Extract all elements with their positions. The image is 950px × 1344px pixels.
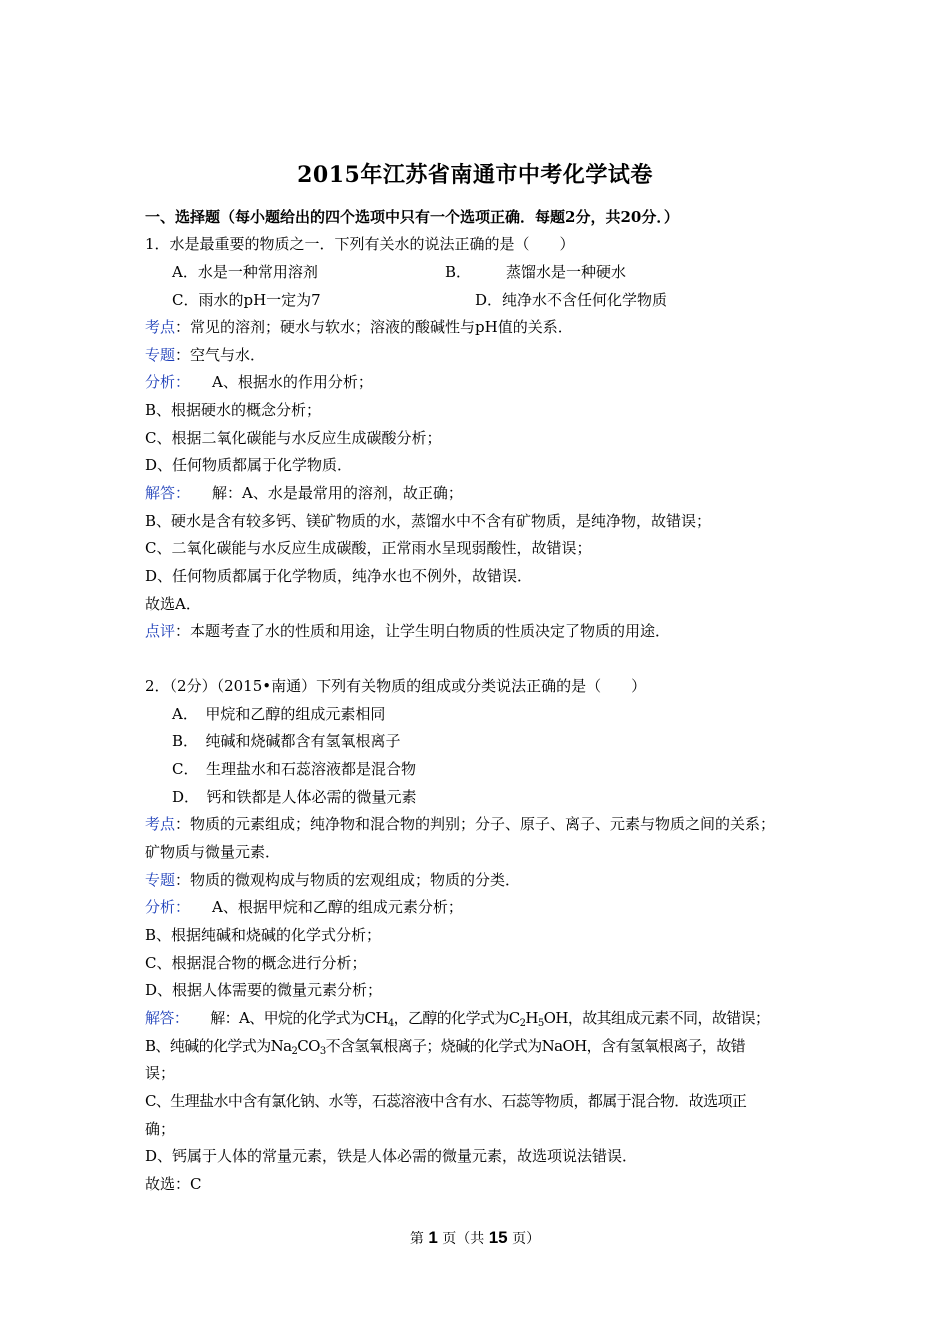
page-footer: 第 1 页（共 15 页）: [409, 1228, 541, 1247]
q1-fenxi-line: D、任何物质都属于化学物质．: [145, 456, 353, 474]
q1-option-d: D．纯净水不含任何化学物质: [475, 291, 668, 309]
kaodian-label: 考点: [145, 318, 176, 336]
q2-jieda-line: D、钙属于人体的常量元素，铁是人体必需的微量元素，故选项说法错误．: [145, 1147, 638, 1165]
page-total: 15: [488, 1228, 508, 1247]
q1-jieda-line: D、任何物质都属于化学物质，纯净水也不例外，故错误．: [145, 567, 533, 585]
zhuanti-label: 专题: [145, 871, 176, 889]
q1-option-c: C．雨水的pH一定为7: [172, 291, 321, 309]
page-title: 2015年江苏省南通市中考化学试卷: [297, 162, 653, 188]
jieda-label: 解答: [145, 484, 176, 502]
q2-stem: 2．（2分）（2015•南通）下列有关物质的组成或分类说法正确的是（ ）: [145, 677, 647, 695]
q2-option-c: C． 生理盐水和石蕊溶液都是混合物: [172, 760, 416, 778]
q2-fenxi: 分析： A、根据甲烷和乙醇的组成元素分析；: [145, 898, 463, 916]
q2-jieda-line: 确；: [145, 1120, 176, 1138]
q2-jieda-line: C、生理盐水中含有氯化钠、水等，石蕊溶液中含有水、石蕊等物质，都属于混合物．故选项正: [145, 1092, 747, 1110]
jieda-label: 解答: [145, 1009, 174, 1027]
q2-jieda: 解答： 解：A、甲烷的化学式为$CH_4$，乙醇的化学式为$C_2H_5OH$，故其组成元素不同，故错误；: [145, 1009, 770, 1029]
q1-dianping: 点评：本题考查了水的性质和用途，让学生明白物质的性质决定了物质的用途．: [145, 622, 671, 640]
q2-option-a: A． 甲烷和乙醇的组成元素相同: [172, 705, 386, 723]
q1-jieda: 解答： 解：A、水是最常用的溶剂，故正确；: [145, 484, 463, 502]
q1-option-b-letter: B．: [445, 263, 472, 281]
q2-jieda-line: B、纯碱的化学式为$Na_2CO_3$不含氢氧根离子；烧碱的化学式为NaOH，含有氢氧根离子，故错: [145, 1037, 746, 1057]
q2-option-b: B． 纯碱和烧碱都含有氢氧根离子: [172, 732, 401, 750]
q1-option-b: 蒸馏水是一种硬水: [506, 263, 627, 281]
q1-fenxi: 分析： A、根据水的作用分析；: [145, 373, 373, 391]
fenxi-label: 分析: [145, 898, 176, 916]
q1-fenxi-line: B、根据硬水的概念分析；: [145, 401, 322, 419]
page-number: 1: [428, 1228, 438, 1247]
q2-fenxi-line: C、根据混合物的概念进行分析；: [145, 954, 367, 972]
fenxi-label: 分析: [145, 373, 176, 391]
q2-fenxi-line: B、根据纯碱和烧碱的化学式分析；: [145, 926, 382, 944]
section-heading: 一、选择题（每小题给出的四个选项中只有一个选项正确．每题2分，共20分．）: [145, 208, 679, 226]
q2-kaodian: 考点：物质的元素组成；纯净物和混合物的判别；分子、原子、离子、元素与物质之间的关系；: [145, 815, 776, 833]
q2-zhuanti: 专题：物质的微观构成与物质的宏观组成；物质的分类．: [145, 871, 521, 889]
q1-stem: 1．水是最重要的物质之一．下列有关水的说法正确的是（ ）: [145, 235, 575, 253]
q1-zhuanti: 专题：空气与水．: [145, 346, 266, 364]
q1-answer: 故选A．: [145, 595, 201, 613]
q1-jieda-line: C、二氧化碳能与水反应生成碳酸，正常雨水呈现弱酸性，故错误；: [145, 539, 592, 557]
q2-answer: 故选：C: [145, 1175, 202, 1193]
q2-fenxi-line: D、根据人体需要的微量元素分析；: [145, 981, 383, 999]
zhuanti-label: 专题: [145, 346, 176, 364]
q2-option-d: D． 钙和铁都是人体必需的微量元素: [172, 788, 417, 806]
q1-kaodian: 考点：常见的溶剂；硬水与软水；溶液的酸碱性与pH值的关系．: [145, 318, 573, 336]
dianping-label: 点评: [145, 622, 176, 640]
q2-jieda-line: 误；: [145, 1064, 176, 1082]
q1-option-a: A．水是一种常用溶剂: [172, 263, 318, 281]
q1-fenxi-line: C、根据二氧化碳能与水反应生成碳酸分析；: [145, 429, 442, 447]
kaodian-label: 考点: [145, 815, 176, 833]
q2-kaodian-line: 矿物质与微量元素．: [145, 843, 281, 861]
q1-jieda-line: B、硬水是含有较多钙、镁矿物质的水，蒸馏水中不含有矿物质，是纯净物，故错误；: [145, 512, 712, 530]
